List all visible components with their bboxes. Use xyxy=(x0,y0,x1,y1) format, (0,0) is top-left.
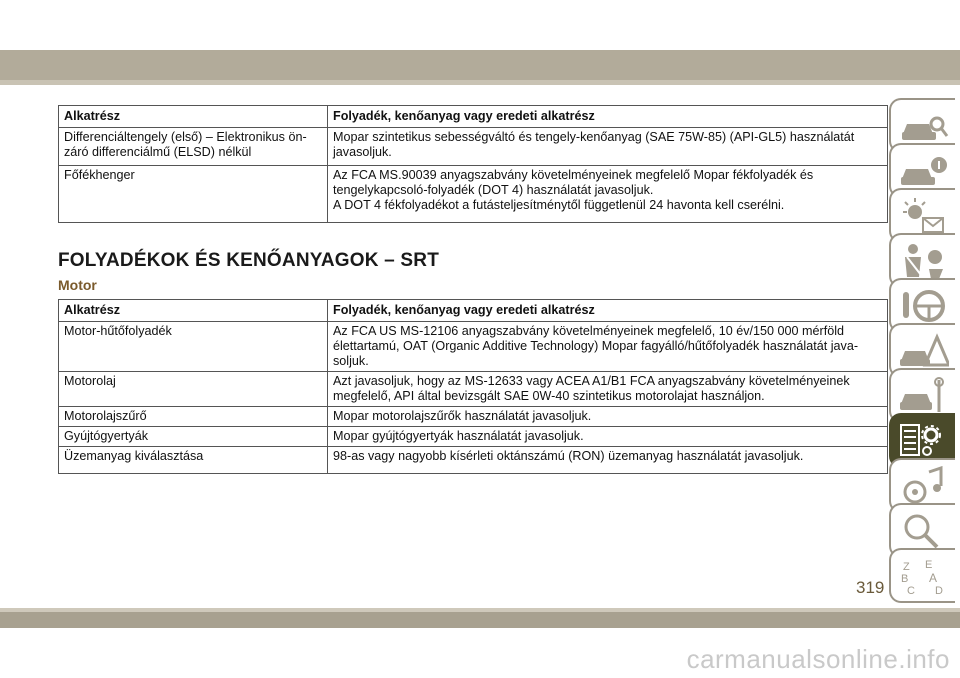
multimedia-icon xyxy=(899,466,949,508)
cell-fluid: 98-as vagy nagyobb kísérleti oktánszámú (RON) üzemanyag használatát javasoljuk. xyxy=(328,447,888,474)
table-header-row xyxy=(59,106,888,128)
cell-part: Főfékhenger xyxy=(59,166,328,223)
watermark: carmanualsonline.info xyxy=(686,644,950,674)
tab-index[interactable] xyxy=(889,548,955,603)
fluids-table-1 xyxy=(58,105,888,223)
table-row xyxy=(59,128,888,166)
page-number: 319 xyxy=(856,578,885,597)
svg-text:C: C xyxy=(907,585,915,597)
page-top-margin xyxy=(0,0,960,50)
cell-fluid: Azt javasoljuk, hogy az MS-12633 vagy ACEA A1/B1 FCA anyagszabvány követelményeinek megfelelő, API által bevizsgált SAE 0W-40 szintetikus motorolajat használjon. xyxy=(328,372,888,407)
cell-part: Motorolaj xyxy=(59,372,328,407)
column-header-fluid: Folyadék, kenőanyag vagy eredeti alkatrész xyxy=(328,106,888,128)
cell-fluid: Mopar motorolajszűrők használatát javasoljuk. xyxy=(328,407,888,427)
alphabet-index-icon xyxy=(899,556,949,598)
section-title: FOLYADÉKOK ÉS KENŐANYAGOK – SRT xyxy=(58,250,440,271)
header-band-edge xyxy=(0,80,960,85)
cell-fluid: Mopar szintetikus sebességváltó és tengely-kenőanyag (SAE 75W-85) (API-GL5) használatát javasoljuk. xyxy=(328,128,888,166)
cell-fluid: Az FCA US MS-12106 anyagszabvány követelményeinek megfelelő, 10 év/150 000 mérföld élettartamú, OAT (Organic Additive Technology) Mopar fagyálló/hűtőfolyadék használatát java- soljuk. xyxy=(328,322,888,372)
table-row xyxy=(59,322,888,372)
roadside-warning-icon xyxy=(899,331,949,373)
search-index-icon xyxy=(899,511,949,553)
table-row xyxy=(59,372,888,407)
subsection-title: Motor xyxy=(58,277,97,293)
svg-text:E: E xyxy=(925,559,933,571)
seatbelt-airbag-icon xyxy=(899,241,949,283)
column-header-part: Alkatrész xyxy=(59,300,328,322)
car-search-icon xyxy=(899,106,949,148)
column-header-part: Alkatrész xyxy=(59,106,328,128)
steering-wheel-icon xyxy=(899,286,949,328)
warning-lights-icon xyxy=(899,196,949,238)
table-row xyxy=(59,427,888,447)
cell-part: Üzemanyag kiválasztása xyxy=(59,447,328,474)
column-header-fluid: Folyadék, kenőanyag vagy eredeti alkatrész xyxy=(328,300,888,322)
cell-part: Gyújtógyertyák xyxy=(59,427,328,447)
table-row xyxy=(59,447,888,474)
cell-part: Motor-hűtőfolyadék xyxy=(59,322,328,372)
car-service-icon xyxy=(899,376,949,418)
cell-fluid: Az FCA MS.90039 anyagszabvány követelményeinek megfelelő Mopar fékfolyadék és tengelykapcsoló-folyadék (DOT 4) használatát javasoljuk. A DOT 4 fékfolyadékot a futásteljesítménytől függetlenül 24 havonta kell cserélni. xyxy=(328,166,888,223)
header-band xyxy=(0,50,960,80)
table-row xyxy=(59,166,888,223)
svg-text:B: B xyxy=(901,573,909,585)
svg-text:Z: Z xyxy=(903,561,910,573)
technical-specs-icon xyxy=(899,421,949,463)
fluids-table-motor xyxy=(58,299,888,474)
table-header-row xyxy=(59,300,888,322)
table-row xyxy=(59,407,888,427)
cell-fluid: Mopar gyújtógyertyák használatát javasoljuk. xyxy=(328,427,888,447)
footer-band xyxy=(0,612,960,628)
cell-part: Motorolajszűrő xyxy=(59,407,328,427)
svg-text:A: A xyxy=(929,571,938,585)
car-info-icon xyxy=(899,151,949,193)
cell-part: Differenciáltengely (első) – Elektronikus ön- záró differenciálmű (ELSD) nélkül xyxy=(59,128,328,166)
svg-text:D: D xyxy=(935,585,943,597)
